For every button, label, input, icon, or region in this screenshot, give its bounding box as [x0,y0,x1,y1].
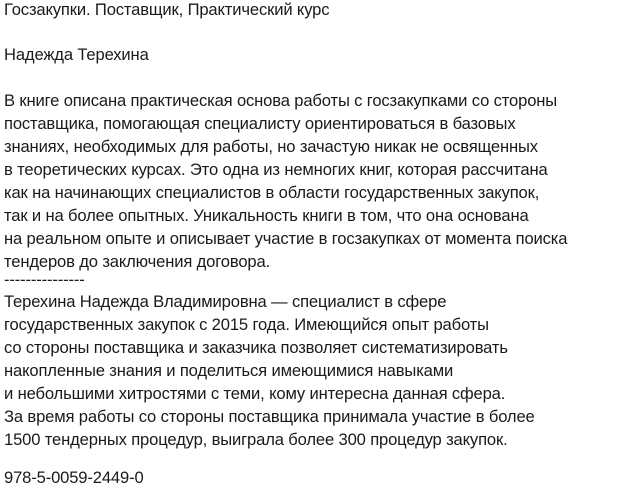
description-line: знаниях, необходимых для работы, но зачастую никак не освященных [4,137,538,156]
description-line: как на начинающих специалистов в области государственных закупок, [4,183,540,202]
description-line: тендеров до заключения договора. [4,252,271,271]
bio-line: Терехина Надежда Владимировна — специалист в сфере [4,292,447,311]
book-author: Надежда Терехина [4,45,149,64]
bio-line: и небольшими хитростями с теми, кому интересна данная сфера. [4,384,506,403]
bio-line: накопленные знания и поделиться имеющимися навыками [4,361,454,380]
bio-line: государственных закупок с 2015 года. Имеющийся опыт работы [4,315,489,334]
bio-line: со стороны поставщика и заказчика позволяет систематизировать [4,338,508,357]
description-line: поставщика, помогающая специалисту ориентироваться в базовых [4,114,516,133]
book-title: Госзакупки. Поставщик, Практический курс [4,0,330,19]
description-line: в теоретических курсах. Это одна из немногих книг, которая рассчитана [4,160,548,179]
bio-line: 1500 тендерных процедур, выиграла более 300 процедур закупок. [4,430,508,449]
isbn: 978-5-0059-2449-0 [4,468,144,487]
section-separator: --------------- [4,270,85,289]
description-line: так и на более опытных. Уникальность книги в том, что она основана [4,206,529,225]
bio-line: За время работы со стороны поставщика принимала участие в более [4,407,535,426]
description-line: В книге описана практическая основа работы с госзакупками со стороны [4,91,558,110]
description-line: на реальном опыте и описывает участие в госзакупках от момента поиска [4,229,568,248]
